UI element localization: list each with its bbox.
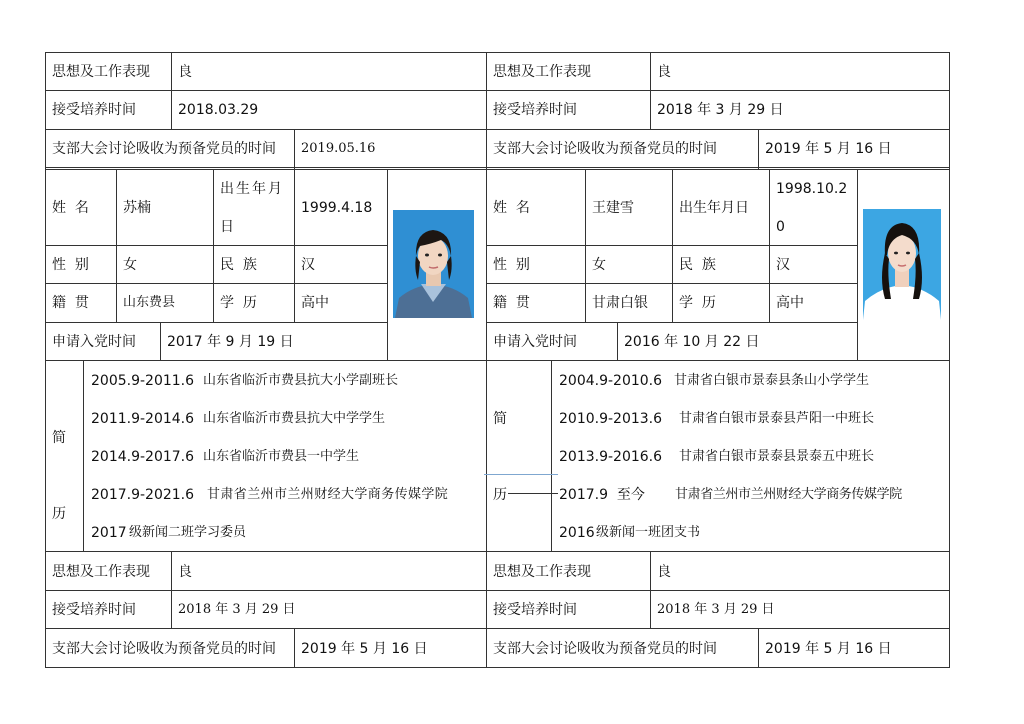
meeting-value: 2019 年 5 月 16 日 bbox=[765, 141, 892, 157]
train-value: 2018 年 3 月 29 日 bbox=[178, 602, 296, 617]
origin-label: 籍 贯 bbox=[493, 295, 530, 311]
meeting-label: 支部大会讨论吸收为预备党员的时间 bbox=[52, 641, 276, 657]
train-label: 接受培养时间 bbox=[52, 102, 136, 118]
birth-label-cont: 日 bbox=[220, 219, 234, 235]
train-label: 接受培养时间 bbox=[52, 602, 136, 618]
train-value: 2018 年 3 月 29 日 bbox=[657, 102, 784, 118]
meeting-value: 2019 年 5 月 16 日 bbox=[765, 641, 892, 657]
birth-value-cont: 0 bbox=[776, 219, 785, 235]
edu-value: 高中 bbox=[301, 295, 329, 311]
resume-label: 简 bbox=[493, 411, 507, 427]
origin-value: 山东费县 bbox=[123, 295, 176, 310]
ethnic-label: 民 族 bbox=[220, 257, 257, 273]
resume-period: 2017.9 至今 bbox=[559, 487, 645, 503]
portrait-icon bbox=[393, 210, 474, 318]
gender-label: 性 别 bbox=[493, 257, 530, 273]
avatar-photo bbox=[393, 210, 474, 318]
resume-period: 2014.9-2017.6 bbox=[91, 449, 195, 465]
name-label: 姓 名 bbox=[52, 200, 89, 216]
apply-label: 申请入党时间 bbox=[493, 334, 577, 350]
think-label: 思想及工作表现 bbox=[493, 64, 591, 80]
think-value: 良 bbox=[178, 64, 192, 80]
resume-label: 历 bbox=[52, 506, 66, 522]
think-value: 良 bbox=[657, 564, 671, 580]
meeting-label: 支部大会讨论吸收为预备党员的时间 bbox=[493, 641, 717, 657]
meeting-label: 支部大会讨论吸收为预备党员的时间 bbox=[493, 141, 717, 157]
resume-text: 山东省临沂市费县抗大小学副班长 bbox=[203, 373, 399, 388]
resume-label: 简 bbox=[52, 430, 66, 446]
resume-text: 级新闻一班团支书 bbox=[596, 525, 701, 540]
ethnic-value: 汉 bbox=[776, 257, 790, 273]
think-value: 良 bbox=[178, 564, 192, 580]
gender-label: 性 别 bbox=[52, 257, 89, 273]
name-value: 王建雪 bbox=[592, 200, 634, 216]
resume-period: 2017 bbox=[91, 525, 127, 541]
resume-period: 2005.9-2011.6 bbox=[91, 373, 195, 389]
apply-value: 2017 年 9 月 19 日 bbox=[167, 334, 294, 350]
meeting-value: 2019 年 5 月 16 日 bbox=[301, 641, 428, 657]
avatar-photo bbox=[863, 209, 941, 320]
train-label: 接受培养时间 bbox=[493, 102, 577, 118]
train-label: 接受培养时间 bbox=[493, 602, 577, 618]
resume-text: 甘肃省白银市景泰县条山小学学生 bbox=[674, 373, 870, 388]
think-label: 思想及工作表现 bbox=[52, 564, 150, 580]
resume-text: 甘肃省兰州市兰州财经大学商务传媒学院 bbox=[207, 487, 449, 502]
resume-period: 2011.9-2014.6 bbox=[91, 411, 195, 427]
resume-text: 甘肃省白银市景泰县芦阳一中班长 bbox=[679, 411, 875, 426]
resume-period: 2013.9-2016.6 bbox=[559, 449, 663, 465]
think-value: 良 bbox=[657, 64, 671, 80]
resume-text: 级新闻二班学习委员 bbox=[129, 525, 247, 540]
edu-value: 高中 bbox=[776, 295, 804, 311]
think-label: 思想及工作表现 bbox=[52, 64, 150, 80]
gender-value: 女 bbox=[123, 257, 137, 273]
meeting-value: 2019.05.16 bbox=[301, 141, 376, 156]
resume-period: 2004.9-2010.6 bbox=[559, 373, 663, 389]
apply-value: 2016 年 10 月 22 日 bbox=[624, 334, 760, 350]
edu-label: 学 历 bbox=[220, 295, 257, 311]
resume-period: 2010.9-2013.6 bbox=[559, 411, 663, 427]
birth-value: 1999.4.18 bbox=[301, 200, 373, 216]
think-label: 思想及工作表现 bbox=[493, 564, 591, 580]
resume-label: 历 bbox=[493, 487, 507, 503]
edu-label: 学 历 bbox=[679, 295, 716, 311]
resume-text: 甘肃省白银市景泰县景泰五中班长 bbox=[679, 449, 875, 464]
meeting-label: 支部大会讨论吸收为预备党员的时间 bbox=[52, 141, 276, 157]
resume-period: 2017.9-2021.6 bbox=[91, 487, 195, 503]
apply-label: 申请入党时间 bbox=[52, 334, 136, 350]
ethnic-label: 民 族 bbox=[679, 257, 716, 273]
gender-value: 女 bbox=[592, 257, 606, 273]
origin-label: 籍 贯 bbox=[52, 295, 89, 311]
birth-label: 出生年月日 bbox=[679, 200, 749, 216]
ethnic-value: 汉 bbox=[301, 257, 315, 273]
train-value: 2018 年 3 月 29 日 bbox=[657, 602, 775, 617]
origin-value: 甘肃白银 bbox=[592, 295, 648, 311]
portrait-icon bbox=[863, 209, 941, 320]
resume-period: 2016 bbox=[559, 525, 595, 541]
resume-text: 甘肃省兰州市兰州财经大学商务传媒学院 bbox=[675, 487, 902, 502]
resume-text: 山东省临沂市费县抗大中学学生 bbox=[203, 411, 386, 426]
name-value: 苏楠 bbox=[123, 200, 151, 216]
resume-text: 山东省临沂市费县一中学生 bbox=[203, 449, 360, 464]
train-value: 2018.03.29 bbox=[178, 102, 259, 118]
birth-label: 出生年月 bbox=[220, 181, 284, 197]
name-label: 姓 名 bbox=[493, 200, 530, 216]
birth-value: 1998.10.2 bbox=[776, 181, 848, 197]
